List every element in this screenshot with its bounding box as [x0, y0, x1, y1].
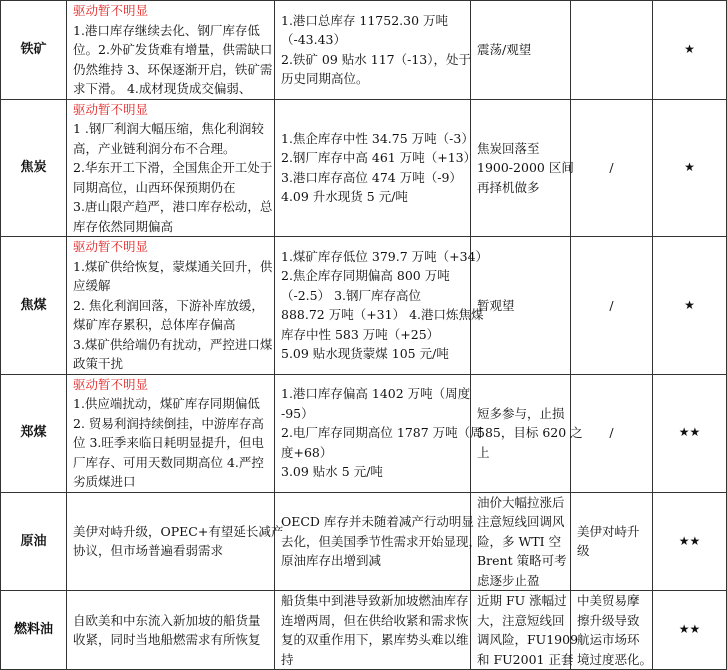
driver-cell — [67, 1, 275, 100]
rating-cell — [653, 591, 727, 670]
view-cell — [471, 1, 571, 100]
driver-line: 1.煤矿供给恢复，蒙煤通关回升，供 — [73, 258, 273, 274]
star-rating: ★ — [684, 42, 695, 56]
driver-line: 自欧美和中东流入新加坡的船货量 — [73, 612, 261, 628]
driver-line: 库存依然同期偏高 — [73, 218, 174, 234]
driver-status-label: 驱动暂不明显 — [73, 101, 149, 117]
view-cell — [471, 591, 579, 670]
view-line: 近期 FU 涨幅过 — [477, 593, 567, 608]
data-line: 2.焦企库存同期偏高 800 万吨 — [281, 268, 450, 284]
rating-cell — [653, 492, 727, 591]
commodity-name: 燃料油 — [1, 591, 67, 670]
option-line: 擦升级导致 — [577, 612, 640, 628]
view-text: 震荡/观望 — [477, 42, 532, 57]
rating-cell — [653, 99, 727, 237]
driver-line: 2. 贸易利润持续倒挂，中游库存高 — [73, 415, 264, 431]
star-rating: ★★ — [678, 533, 701, 548]
data-line: 5.09 贴水现货蒙煤 105 元/吨 — [281, 346, 449, 362]
driver-line: 1.港口库存继续去化、钢厂库存低 — [73, 22, 260, 38]
option-cell — [571, 492, 653, 591]
data-line: 888.72 万吨（+31） 4.港口炼焦煤 — [281, 307, 484, 323]
view-cell — [471, 492, 571, 591]
view-line: 虑逐步止盈 — [477, 572, 540, 588]
driver-line: 位 3.旺季来临日耗明显提升，但电 — [73, 435, 264, 450]
driver-status-label: 驱动暂不明显 — [73, 376, 149, 392]
data-line: -95） — [281, 405, 314, 421]
data-line: 连增两周，但在供给收紧和需求恢 — [281, 612, 469, 628]
driver-line: 美伊对峙升级，OPEC+有望延长减产 — [73, 523, 284, 539]
driver-cell — [67, 591, 275, 670]
star-rating: ★★ — [678, 425, 701, 440]
data-line: 4.09 升水现货 5 元/吨 — [281, 189, 408, 205]
data-line: 度+68） — [281, 444, 333, 460]
table-row — [1, 374, 727, 492]
commodity-name: 焦煤 — [1, 237, 67, 375]
data-line: 1.港口库存偏高 1402 万吨（周度 — [281, 386, 471, 402]
data-line: 去化，但美国季节性需求开始显现， — [281, 533, 482, 549]
driver-line: 协议，但市场普遍看弱需求 — [73, 543, 224, 559]
data-line: 3.港口库存高位 474 万吨（-9） — [281, 169, 462, 185]
driver-line: 3.煤矿供给端仍有扰动，严控进口煤 — [73, 336, 273, 352]
driver-line: 1.供应端扰动，煤矿库存同期偏低 — [73, 396, 260, 411]
option-line: 航运市场环 — [577, 632, 640, 647]
driver-line: 收紧，同时当地船燃需求有所恢复 — [73, 632, 261, 647]
driver-line: 应缓解 — [73, 278, 111, 293]
option-cell — [571, 99, 653, 237]
option-line: 境过度恶化。 — [577, 651, 653, 667]
option-text: / — [609, 425, 614, 441]
table-row — [1, 237, 727, 375]
star-rating: ★★ — [678, 622, 701, 637]
data-line: 历史同期高位。 — [281, 71, 369, 87]
option-line: 美伊对峙升 — [577, 523, 640, 539]
driver-status-label: 驱动暂不明显 — [73, 3, 149, 18]
view-line: 1900-2000 区间 — [477, 160, 574, 175]
data-line: 2.电厂库存同期高位 1787 万吨（周 — [281, 425, 483, 441]
driver-line: 3.唐山限产趋严，港口库存松动，总 — [73, 199, 273, 214]
data-cell — [275, 492, 482, 591]
option-text: / — [609, 297, 614, 313]
commodity-name: 焦炭 — [1, 99, 67, 237]
commodity-name: 原油 — [1, 492, 67, 591]
data-line: 原油库存出增到减 — [281, 553, 382, 568]
data-cell — [275, 237, 489, 375]
option-line: 中美贸易摩 — [577, 593, 640, 608]
driver-line: 高，产业链利润分布不合理。 — [73, 140, 236, 156]
data-line: 库存中性 583 万吨（+25） — [281, 326, 440, 342]
data-line: OECD 库存并未随着减产行动明显 — [281, 514, 474, 529]
data-cell — [275, 591, 471, 670]
view-cell — [471, 374, 583, 492]
driver-line: 政策干扰 — [73, 356, 124, 371]
view-line: 焦炭回落至 — [477, 140, 540, 156]
data-line: 2.铁矿 09 贴水 117（-13），处于 — [281, 51, 471, 67]
option-cell — [571, 374, 653, 492]
driver-line: 煤矿库存累积，总体库存偏高 — [73, 317, 236, 332]
option-cell — [571, 1, 653, 100]
driver-line: 仍然维持 3、环保逐渐开启，铁矿需 — [73, 61, 273, 77]
option-cell — [571, 237, 653, 375]
view-cell — [471, 99, 574, 237]
view-line: 再择机做多 — [477, 179, 540, 195]
driver-line: 同期高位，山西环保预期仍在 — [73, 179, 236, 195]
data-line: （-2.5） 3.钢厂库存高位 — [281, 287, 422, 303]
view-line: 油价大幅拉涨后 — [477, 494, 565, 510]
commodity-name: 铁矿 — [1, 1, 67, 100]
rating-cell — [653, 237, 727, 375]
view-line: 注意短线回调风 — [477, 514, 565, 529]
driver-line: 位。2.外矿发货难有增量，供需缺口 — [73, 42, 273, 57]
view-line: 上 — [477, 444, 490, 460]
data-line: 复的双重作用下，累库势头难以维 — [281, 632, 469, 647]
driver-cell — [67, 374, 275, 492]
data-line: 2.钢厂库存中高 461 万吨（+13） — [281, 150, 477, 166]
data-line: 船货集中到港导致新加坡燃油库存 — [281, 593, 469, 608]
table-row — [1, 591, 727, 670]
driver-cell — [67, 492, 284, 591]
data-cell — [275, 374, 483, 492]
option-cell — [571, 591, 653, 670]
data-cell — [275, 99, 477, 237]
commodity-name: 郑煤 — [1, 374, 67, 492]
rating-cell — [653, 1, 727, 100]
driver-line: 1 .钢厂利润大幅压缩，焦化利润较 — [73, 121, 264, 136]
view-line: 调风险，FU1909 — [477, 632, 579, 647]
star-rating: ★ — [684, 297, 695, 312]
data-line: 持 — [281, 651, 294, 667]
data-line: 1.焦企库存中性 34.75 万吨（-3） — [281, 130, 474, 146]
view-line: 大，注意短线回 — [477, 612, 565, 628]
driver-status-label: 驱动暂不明显 — [73, 239, 149, 254]
driver-line: 2. 焦化利润回落，下游补库放缓， — [73, 297, 264, 313]
view-line: 585，目标 620 之 — [477, 425, 583, 441]
table-row — [1, 1, 727, 100]
data-line: 1.煤矿库存低位 379.7 万吨（+34） — [281, 248, 489, 264]
driver-line: 厂库存、可用天数同期高位 4.严控 — [73, 454, 264, 470]
driver-line: 求下滑。 4.成材现货成交偏弱、 — [73, 81, 252, 96]
driver-cell — [67, 99, 275, 237]
data-line: 3.09 贴水 5 元/吨 — [281, 464, 383, 480]
table-row — [1, 99, 727, 237]
rating-cell — [653, 374, 727, 492]
view-text: 暂观望 — [477, 297, 515, 313]
star-rating: ★ — [684, 160, 695, 174]
data-line: 1.港口总库存 11752.30 万吨 — [281, 12, 449, 28]
driver-line: 2.华东开工下滑，全国焦企开工处于 — [73, 160, 273, 175]
view-line: 短多参与，止损 — [477, 405, 565, 421]
driver-cell — [67, 237, 275, 375]
option-text: / — [609, 160, 614, 175]
data-cell — [275, 1, 471, 100]
view-line: 险，多 WTI 空 — [477, 533, 562, 549]
view-line: Brent 策略可考 — [477, 553, 567, 568]
view-line: 和 FU2001 正套 — [477, 651, 574, 667]
option-line: 级 — [577, 543, 590, 559]
driver-line: 劣质煤进口 — [73, 474, 136, 489]
table-row — [1, 492, 727, 591]
data-line: （-43.43） — [281, 32, 347, 48]
